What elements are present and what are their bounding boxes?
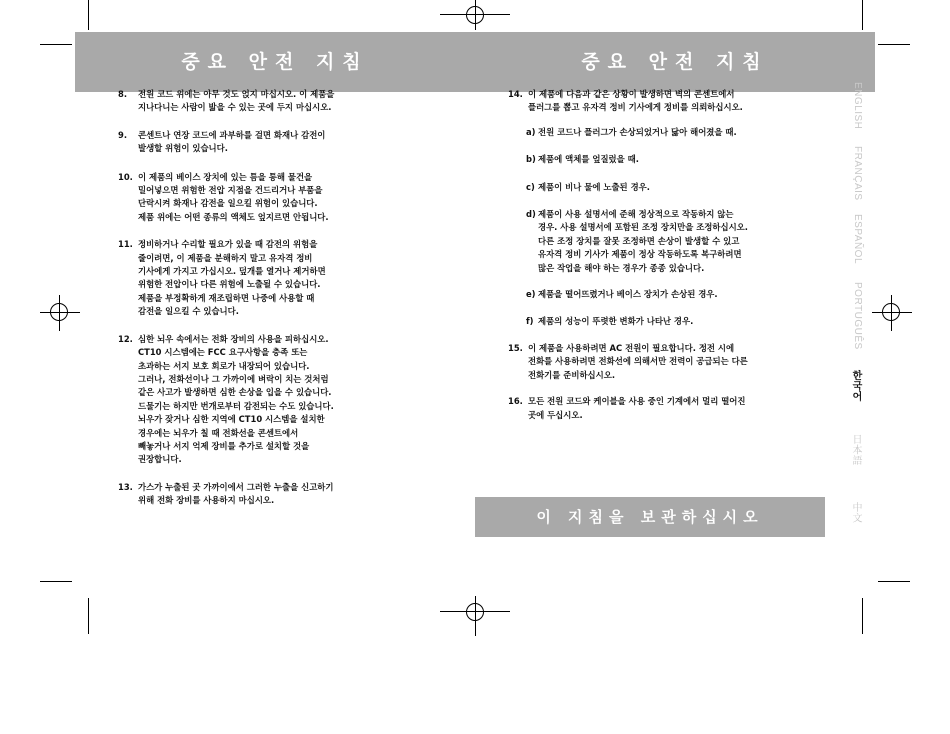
language-tab-francais[interactable]: FRANÇAIS bbox=[852, 146, 863, 201]
keep-instructions-text: 이 지침을 보관하십시오 bbox=[536, 508, 764, 526]
language-tab-japanese[interactable]: 日本語 bbox=[850, 434, 861, 466]
safety-subitem bbox=[526, 181, 798, 194]
item-number: 10. bbox=[118, 171, 133, 182]
safety-item bbox=[118, 129, 388, 156]
safety-item bbox=[118, 333, 388, 467]
subitem-letter: a) bbox=[526, 126, 536, 137]
safety-subitem bbox=[526, 208, 798, 275]
item-text: 가스가 누출된 곳 가까이에서 그러한 누출을 신고하기 위해 전화 장비를 사용하지 마십시오. bbox=[138, 481, 334, 506]
safety-subitem bbox=[526, 126, 798, 139]
safety-subitem bbox=[526, 315, 798, 328]
language-tab-korean[interactable]: 한국어 bbox=[850, 370, 861, 402]
language-tab-portugues[interactable]: PORTUGUÊS bbox=[852, 282, 863, 350]
right-safety-list bbox=[508, 88, 798, 422]
right-page-title: 중요 안전 지침 bbox=[581, 51, 769, 73]
safety-item bbox=[508, 395, 798, 422]
language-tab-espanol[interactable]: ESPAÑOL bbox=[852, 214, 863, 264]
item-number: 12. bbox=[118, 333, 133, 344]
subitem-text: 제품이 비나 물에 노출된 경우. bbox=[538, 181, 650, 192]
item-text: 이 제품의 베이스 장치에 있는 틈을 통해 물건을 밀어넣으면 위험한 전압 지점을 건드리거나 부품을 단락시켜 화재나 감전을 일으킬 위험이 있습니다. 제품 위에는 어떤 종류의 액체도 엎지르면 안됩니다. bbox=[138, 171, 329, 222]
left-header-bar bbox=[75, 32, 475, 92]
subitem-text: 제품을 떨어뜨렸거나 베이스 장치가 손상된 경우. bbox=[538, 289, 718, 300]
item-text: 정비하거나 수리할 필요가 있을 때 감전의 위험을 줄이려면, 이 제품을 분해하지 말고 유자격 정비 기사에게 가지고 가십시오. 덮개를 열거나 제거하면 위험한 전압이나 다른 위험에 노출될 수 있습니다. 제품을 부정확하게 재조립하면 나중에 사용할 때 감전을 일으킬 수 있습니다. bbox=[138, 239, 326, 317]
item-number: 8. bbox=[118, 89, 128, 99]
language-tab-english[interactable]: ENGLISH bbox=[852, 82, 863, 130]
subitem-letter: c) bbox=[526, 181, 535, 192]
language-tabs bbox=[817, 82, 863, 532]
subitem-text: 전원 코드나 플러그가 손상되었거나 닳아 해어졌을 때. bbox=[538, 126, 737, 137]
right-page bbox=[475, 0, 950, 734]
item-text: 콘센트나 연장 코드에 과부하를 걸면 화재나 감전이 발생할 위험이 있습니다. bbox=[138, 129, 326, 154]
subitem-letter: e) bbox=[526, 289, 536, 300]
safety-item bbox=[118, 238, 388, 318]
item-number: 11. bbox=[118, 239, 133, 250]
keep-instructions-banner bbox=[475, 497, 825, 537]
item-number: 13. bbox=[118, 481, 133, 492]
item-number: 16. bbox=[508, 396, 523, 407]
item-text: 모든 전원 코드와 케이블을 사용 중인 기계에서 멀리 떨어진 곳에 두십시오. bbox=[528, 396, 746, 420]
safety-item bbox=[508, 342, 798, 382]
left-safety-list bbox=[118, 88, 388, 508]
item-number: 14. bbox=[508, 89, 523, 99]
safety-item bbox=[118, 171, 388, 225]
item-number: 9. bbox=[118, 129, 128, 140]
subitem-letter: b) bbox=[526, 154, 536, 165]
item-text: 이 제품을 사용하려면 AC 전원이 필요합니다. 정전 시에 전화를 사용하려면 전화선에 의해서만 전력이 공급되는 다른 전화기를 준비하십시오. bbox=[528, 342, 748, 380]
subitem-text: 제품에 액체를 엎질렀을 때. bbox=[538, 154, 639, 165]
right-header-bar bbox=[475, 32, 875, 92]
subitem-text: 제품이 사용 설명서에 준해 정상적으로 작동하지 않는 경우. 사용 설명서에 포함된 조정 장치만을 조정하십시오. 다른 조정 장치를 잘못 조정하면 손상이 발생할 수 있고 유자격 정비 기사가 제품이 정상 작동하도록 복구하려면 많은 작업을 해야 하는 경우가 종종 있습니다. bbox=[538, 209, 748, 273]
item-text: 이 제품에 다음과 같은 상황이 발생하면 벽의 콘센트에서 플러그를 뽑고 유자격 정비 기사에게 정비를 의뢰하십시오. bbox=[528, 89, 743, 113]
subitem-letter: f) bbox=[526, 316, 534, 327]
item-text: 전원 코드 위에는 아무 것도 얹지 마십시오. 이 제품을 지나다니는 사람이 밟을 수 있는 곳에 두지 마십시오. bbox=[138, 89, 335, 113]
safety-subitem bbox=[526, 288, 798, 301]
safety-item bbox=[118, 88, 388, 115]
language-tab-chinese[interactable]: 中文 bbox=[850, 502, 861, 523]
item-number: 15. bbox=[508, 342, 523, 353]
subitem-letter: d) bbox=[526, 209, 536, 220]
left-page-title: 중요 안전 지침 bbox=[181, 51, 369, 73]
safety-subitem bbox=[526, 153, 798, 166]
item-text: 심한 뇌우 속에서는 전화 장비의 사용을 피하십시오. CT10 시스템에는 FCC 요구사항을 충족 또는 초과하는 서지 보호 회로가 내장되어 있습니다. 그러나, 전화선이나 그 가까이에 벼락이 치는 것처럼 같은 사고가 발생하면 심한 손상을 입을 수 있습니다. 드물기는 하지만 번개로부터 감전되는 수도 있습니다. 뇌우가 잦거나 심한 지역에 CT10 시스템을 설치한 경우에는 뇌우가 칠 때 전화선을 콘센트에서 빼놓거나 서지 억제 장비를 추가로 설치할 것을 권장합니다. bbox=[138, 333, 334, 465]
subitem-text: 제품의 성능이 뚜렷한 변화가 나타난 경우. bbox=[538, 316, 694, 327]
safety-item bbox=[508, 88, 798, 115]
safety-item bbox=[118, 481, 388, 508]
